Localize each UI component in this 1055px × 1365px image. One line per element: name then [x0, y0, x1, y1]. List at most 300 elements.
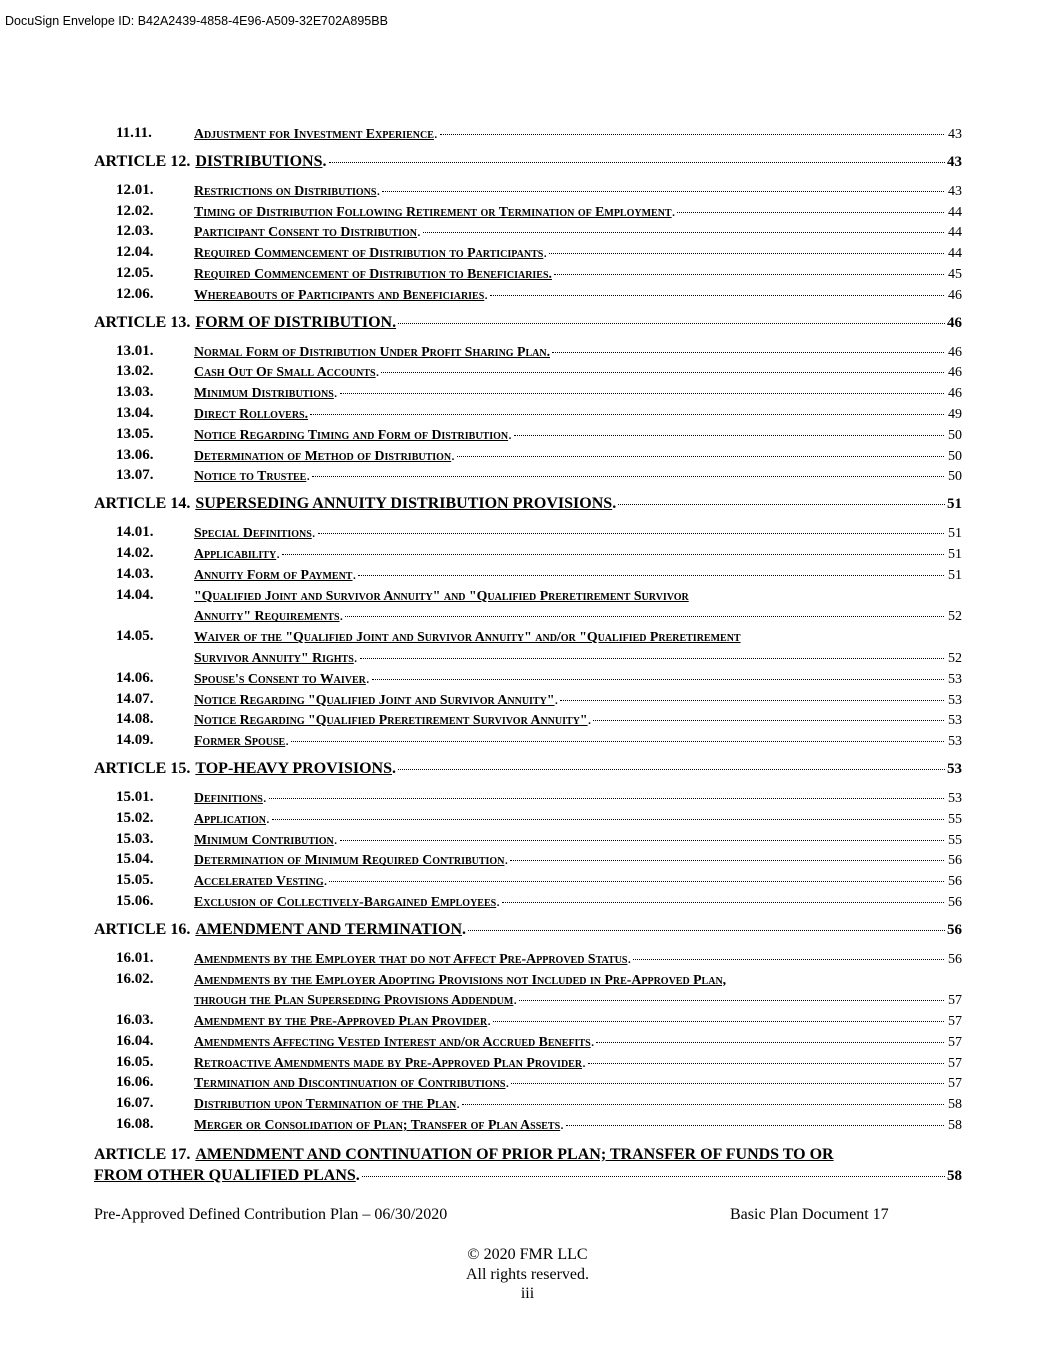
section-number: 16.04.: [116, 1032, 154, 1049]
section-title-link[interactable]: Definitions: [194, 789, 263, 805]
toc-entry-body: [194, 544, 962, 565]
toc-entry[interactable]: [94, 1115, 962, 1136]
toc-entry-body: [194, 523, 962, 544]
section-title-link[interactable]: Determination of Minimum Required Contribution: [194, 852, 505, 868]
title-suffix: .: [417, 224, 421, 241]
dot-leader: [554, 274, 944, 275]
dot-leader: [468, 930, 945, 931]
toc-entry[interactable]: [94, 669, 962, 690]
title-suffix: .: [352, 566, 357, 583]
toc-entry[interactable]: [94, 425, 962, 446]
section-title-link[interactable]: Minimum Distributions: [194, 385, 334, 401]
page-number: 53: [947, 760, 962, 777]
section-title-link[interactable]: Amendments by the Employer that do not Affect Pre-Approved Status: [194, 950, 628, 966]
toc-leader-line: [194, 124, 962, 145]
toc-entry[interactable]: [94, 202, 962, 223]
dot-leader: [398, 323, 945, 324]
toc-entry-title-wrap: [194, 523, 316, 544]
toc-entry-title-wrap: [194, 383, 338, 404]
dot-leader: [462, 1104, 944, 1105]
section-number: 13.05.: [116, 425, 154, 442]
section-number: 13.01.: [116, 342, 154, 359]
section-title-link[interactable]: Normal Form of Distribution Under Profit Sharing Plan.: [194, 343, 551, 359]
toc-entry[interactable]: [94, 809, 962, 830]
toc-entry-title-wrap: [194, 1032, 594, 1053]
section-title-link[interactable]: Restrictions on Distributions: [194, 182, 377, 198]
toc-leader-line: [194, 809, 962, 830]
toc-entry[interactable]: [94, 383, 962, 404]
toc-entry-line: [194, 586, 962, 607]
toc-entry-title-wrap: [194, 690, 558, 711]
toc-entry[interactable]: [94, 788, 962, 809]
footer-document-name: Basic Plan Document 17: [730, 1206, 889, 1223]
toc-entry-title-wrap: [194, 850, 508, 871]
section-title-line-2[interactable]: through the Plan Superseding Provisions Addendum: [194, 992, 514, 1008]
title-suffix: .: [262, 789, 267, 806]
section-title-link[interactable]: Termination and Discontinuation of Contributions: [194, 1075, 506, 1091]
toc-entry-body: [194, 124, 962, 145]
section-title-link[interactable]: Notice Regarding "Qualified Preretirement Survivor Annuity": [194, 712, 588, 728]
toc-entry[interactable]: [94, 404, 962, 425]
dot-leader: [502, 902, 944, 903]
toc-entry[interactable]: [94, 970, 962, 1012]
toc-entry-body: [194, 362, 962, 383]
toc-entry-body: [194, 243, 962, 264]
dot-leader: [457, 456, 944, 457]
section-title-line-1[interactable]: Amendments by the Employer Adopting Provisions not Included in Pre-Approved Plan,: [194, 971, 727, 987]
page-number: 56: [948, 874, 962, 890]
docusign-envelope-id: DocuSign Envelope ID: B42A2439-4858-4E96-A509-32E702A895BB: [5, 14, 388, 28]
article-heading-line-1: [94, 1144, 962, 1165]
page-number: 46: [948, 365, 962, 381]
article-heading[interactable]: [94, 494, 962, 514]
section-title-link[interactable]: Special Definitions: [194, 525, 312, 541]
title-suffix: .: [513, 992, 518, 1009]
title-suffix: .: [508, 426, 512, 443]
toc-entry-title-wrap: [194, 181, 380, 202]
article-heading[interactable]: [94, 1144, 962, 1187]
toc-entry-title-wrap: [194, 1115, 564, 1136]
toc-entry-body: [194, 788, 962, 809]
toc-entry-title-wrap: [194, 871, 327, 892]
section-title-link[interactable]: Participant Consent to Distribution: [194, 224, 418, 240]
section-number: 14.05.: [116, 628, 154, 645]
section-number: 15.03.: [116, 830, 154, 847]
toc-leader-line: [194, 222, 962, 243]
toc-entry[interactable]: [94, 523, 962, 544]
toc-entry[interactable]: [94, 586, 962, 628]
section-number: 12.04.: [116, 244, 154, 261]
toc-leader-line: [194, 1115, 962, 1136]
toc-entry-body: [194, 1032, 962, 1053]
section-title-link[interactable]: Required Commencement of Distribution to Beneficiaries.: [194, 265, 552, 281]
section-title-link[interactable]: Applicability: [194, 545, 277, 561]
copyright-line: © 2020 FMR LLC: [467, 1246, 588, 1263]
section-number: 16.03.: [116, 1012, 154, 1029]
title-suffix: .: [323, 873, 328, 890]
section-title-link[interactable]: Former Spouse: [194, 733, 286, 749]
toc-entry-body: [194, 586, 962, 628]
dot-leader: [423, 232, 944, 233]
page-number: 51: [948, 546, 962, 562]
page-number: 50: [948, 448, 962, 464]
toc-entry-body: [194, 264, 962, 285]
toc-leader-line: [194, 285, 962, 306]
title-suffix: .: [496, 893, 500, 910]
article-label: ARTICLE 16.: [94, 920, 191, 938]
section-title-link[interactable]: Distribution upon Termination of the Plan: [194, 1096, 457, 1112]
toc-entry[interactable]: [94, 264, 962, 285]
title-suffix: .: [456, 1096, 460, 1113]
page-number: 45: [948, 266, 962, 282]
toc-entry-body: [194, 425, 962, 446]
toc-entry[interactable]: [94, 446, 962, 467]
article-heading[interactable]: [94, 759, 962, 779]
section-title-link[interactable]: Cash Out Of Small Accounts: [194, 364, 376, 380]
section-number: 14.03.: [116, 565, 154, 582]
dot-leader: [618, 504, 945, 505]
toc-leader-line: [194, 690, 962, 711]
toc-entry-title-wrap: [194, 425, 512, 446]
page-number: 57: [948, 1014, 962, 1030]
section-title-line-1[interactable]: Waiver of the "Qualified Joint and Survivor Annuity" and/or "Qualified Preretirement: [194, 629, 741, 645]
page-number-roman: iii: [520, 1285, 535, 1302]
toc-leader-line: [194, 788, 962, 809]
toc-entry[interactable]: [94, 466, 962, 487]
section-title-link[interactable]: Spouse's Consent to Waiver: [194, 670, 366, 686]
toc-entry[interactable]: [94, 544, 962, 565]
toc-entry[interactable]: [94, 1053, 962, 1074]
toc-leader-line: [194, 565, 962, 586]
article-title-wrap: [190, 759, 396, 779]
toc-entry-title-wrap: [194, 892, 500, 913]
title-suffix: .: [505, 1075, 510, 1092]
dot-leader: [398, 769, 945, 770]
dot-leader: [596, 1042, 944, 1043]
page-number: 50: [948, 427, 962, 443]
toc-entry-body: [194, 892, 962, 913]
toc-entry-title-wrap: [194, 669, 370, 690]
page-number: 57: [948, 993, 962, 1009]
title-suffix: .: [487, 1013, 491, 1030]
title-suffix: .: [462, 920, 467, 938]
toc-entry[interactable]: [94, 949, 962, 970]
toc-entry-body: [194, 202, 962, 223]
dot-leader: [493, 1021, 944, 1022]
section-number: 14.09.: [116, 732, 154, 749]
toc-entry-line: [194, 970, 962, 991]
page-number: 43: [948, 183, 962, 199]
section-title-line-2[interactable]: Survivor Annuity" Rights: [194, 649, 354, 665]
toc-entry-title-wrap: [194, 124, 438, 145]
title-suffix: .: [365, 670, 370, 687]
dot-leader: [360, 658, 944, 659]
toc-entry-body: [194, 342, 962, 363]
toc-entry-title-wrap: [194, 222, 421, 243]
article-heading-line-2: [94, 1165, 962, 1187]
section-title-link[interactable]: Determination of Method of Distribution: [194, 447, 452, 463]
section-title-link[interactable]: Accelerated Vesting: [194, 873, 324, 889]
section-number: 13.03.: [116, 384, 154, 401]
toc-entry[interactable]: [94, 690, 962, 711]
title-suffix: .: [266, 810, 270, 827]
article-heading[interactable]: [94, 313, 962, 333]
toc-entry-title-wrap: [194, 1094, 460, 1115]
title-suffix: .: [276, 545, 280, 562]
toc-entry[interactable]: [94, 850, 962, 871]
toc-entry[interactable]: [94, 181, 962, 202]
page-number: 56: [948, 853, 962, 869]
toc-entry-title-wrap: [194, 446, 455, 467]
page-number: 57: [948, 1034, 962, 1050]
toc-leader-line: [194, 264, 962, 285]
title-suffix: .: [590, 1033, 595, 1050]
toc-entry-body: [194, 383, 962, 404]
section-title-link[interactable]: Timing of Distribution Following Retirement or Termination of Employment: [194, 203, 672, 219]
section-number: 16.05.: [116, 1053, 154, 1070]
section-title-line-2[interactable]: Annuity" Requirements: [194, 608, 340, 624]
toc-entry[interactable]: [94, 830, 962, 851]
title-suffix: .: [353, 649, 358, 666]
toc-entry[interactable]: [94, 871, 962, 892]
article-title-link[interactable]: FORM OF DISTRIBUTION.: [195, 313, 397, 331]
toc-leader-line: [194, 669, 962, 690]
section-number: 12.06.: [116, 285, 154, 302]
page-number: 51: [948, 526, 962, 542]
section-number: 13.04.: [116, 404, 154, 421]
dot-leader: [381, 372, 944, 373]
title-suffix: .: [671, 203, 676, 220]
section-number: 14.02.: [116, 544, 154, 561]
title-suffix: .: [433, 126, 438, 142]
section-title-link[interactable]: Direct Rollovers.: [194, 405, 309, 421]
toc-leader-line: [194, 404, 962, 425]
toc-leader-line: [194, 342, 962, 363]
toc-entry[interactable]: [94, 222, 962, 243]
toc-entry-body: [194, 710, 962, 731]
dot-leader: [269, 798, 944, 799]
dot-leader: [372, 679, 944, 680]
page-number: 56: [948, 894, 962, 910]
toc-entry-body: [194, 446, 962, 467]
toc-leader-line: [194, 892, 962, 913]
page-number: 44: [948, 225, 962, 241]
section-title-link[interactable]: Notice to Trustee: [194, 468, 307, 484]
title-suffix: .: [333, 831, 338, 848]
section-title-link[interactable]: Notice Regarding "Qualified Joint and Survivor Annuity": [194, 691, 555, 707]
section-title-link[interactable]: Whereabouts of Participants and Beneficiaries: [194, 286, 485, 302]
title-suffix: .: [375, 364, 380, 381]
section-title-link[interactable]: Required Commencement of Distribution to Participants: [194, 245, 544, 261]
toc-entry[interactable]: [94, 565, 962, 586]
toc-entry[interactable]: [94, 731, 962, 752]
toc-entry[interactable]: [94, 243, 962, 264]
page-number: 43: [948, 127, 962, 142]
toc-entry[interactable]: [94, 1073, 962, 1094]
article-label: ARTICLE 17.: [94, 1145, 191, 1163]
section-number: 15.05.: [116, 872, 154, 889]
toc-leader-line: [194, 202, 962, 223]
dot-leader: [490, 295, 944, 296]
section-number: 15.01.: [116, 788, 154, 805]
page-number: 51: [948, 567, 962, 583]
toc-entry-title-wrap: [194, 264, 552, 285]
page-number: 46: [947, 314, 962, 331]
toc-leader-line: [194, 446, 962, 467]
toc-leader-line: [194, 243, 962, 264]
section-title-link[interactable]: Exclusion of Collectively-Bargained Employees: [194, 893, 497, 909]
toc-entry[interactable]: [94, 285, 962, 306]
toc-entry-body: [194, 1115, 962, 1136]
toc-leader-line: [194, 871, 962, 892]
title-suffix: .: [311, 525, 316, 542]
page-number: 58: [948, 1118, 962, 1134]
title-suffix: .: [339, 608, 344, 625]
toc-entry[interactable]: [94, 124, 962, 145]
toc-leader-line: [194, 181, 962, 202]
title-suffix: .: [306, 468, 311, 485]
page-number: 49: [948, 406, 962, 422]
toc-entry[interactable]: [94, 1094, 962, 1115]
title-suffix: .: [322, 152, 327, 170]
toc-leader-line: [194, 1053, 962, 1074]
toc-leader-line: [194, 544, 962, 565]
section-number: 11.11.: [116, 125, 152, 141]
page-number: 57: [948, 1076, 962, 1092]
toc-entry-body: [194, 181, 962, 202]
dot-leader: [519, 1000, 944, 1001]
toc-entry[interactable]: [94, 1032, 962, 1053]
section-number: 13.07.: [116, 467, 154, 484]
article-heading[interactable]: [94, 920, 962, 940]
section-number: 15.06.: [116, 892, 154, 909]
dot-leader: [677, 212, 944, 213]
title-suffix: .: [504, 852, 509, 869]
toc-entry-body: [194, 285, 962, 306]
toc-entry[interactable]: [94, 710, 962, 731]
article-title-wrap: [190, 152, 326, 172]
section-title-link[interactable]: Minimum Contribution: [194, 831, 334, 847]
toc-entry-body: [194, 809, 962, 830]
section-title-link[interactable]: Annuity Form of Payment: [194, 566, 353, 582]
toc-leader-line: [194, 731, 962, 752]
dot-leader: [358, 575, 944, 576]
toc-entry-body: [194, 850, 962, 871]
toc-entry[interactable]: [94, 362, 962, 383]
section-number: 16.02.: [116, 970, 154, 987]
section-title-link[interactable]: Application: [194, 810, 267, 826]
dot-leader: [362, 1176, 945, 1177]
toc-entry-body: [194, 466, 962, 487]
toc-entry-body: [194, 949, 962, 970]
section-number: 12.03.: [116, 223, 154, 240]
page-number: 55: [948, 811, 962, 827]
section-number: 16.06.: [116, 1074, 154, 1091]
toc-leader-line: [194, 466, 962, 487]
section-number: 16.01.: [116, 949, 154, 966]
toc-leader-line: [194, 523, 962, 544]
rights-line: All rights reserved.: [465, 1265, 590, 1283]
dot-leader: [440, 134, 944, 135]
toc-entry-title-wrap: [194, 648, 358, 669]
title-suffix: .: [484, 286, 489, 303]
title-suffix: .: [451, 447, 455, 464]
article-label: ARTICLE 15.: [94, 759, 191, 777]
toc-entry-title-wrap: [194, 788, 267, 809]
title-suffix: .: [285, 733, 289, 750]
toc-leader-line: [194, 949, 962, 970]
toc-entry-body: [194, 565, 962, 586]
toc-leader-line: [194, 648, 962, 669]
dot-leader: [549, 253, 944, 254]
dot-leader: [340, 393, 944, 394]
toc-entry-body: [194, 731, 962, 752]
toc-entry-body: [194, 404, 962, 425]
section-number: 14.08.: [116, 711, 154, 728]
section-title-link[interactable]: Notice Regarding Timing and Form of Distribution: [194, 426, 509, 442]
toc-entry-body: [194, 690, 962, 711]
section-title-link[interactable]: Adjustment for Investment Experience: [194, 126, 434, 141]
title-suffix: .: [560, 1117, 564, 1134]
article-title-line-1[interactable]: AMENDMENT AND CONTINUATION OF PRIOR PLAN; TRANSFER OF FUNDS TO OR: [195, 1145, 834, 1163]
dot-leader: [552, 352, 944, 353]
title-suffix: .: [582, 1054, 586, 1071]
dot-leader: [272, 819, 944, 820]
dot-leader: [310, 414, 944, 415]
article-title-link[interactable]: TOP-HEAVY PROVISIONS: [195, 759, 392, 777]
section-title-link[interactable]: Merger or Consolidation of Plan; Transfer of Plan Assets: [194, 1117, 561, 1133]
toc-entry-body: [194, 871, 962, 892]
page-number: 55: [948, 832, 962, 848]
toc-entry-title-wrap: [194, 830, 338, 851]
article-label: ARTICLE 13.: [94, 313, 191, 331]
article-title-wrap: [190, 494, 616, 514]
toc-leader-line: [194, 830, 962, 851]
section-title-link[interactable]: Retroactive Amendments made by Pre-Approved Plan Provider: [194, 1054, 583, 1070]
section-title-line-1[interactable]: "Qualified Joint and Survivor Annuity" and "Qualified Preretirement Survivor: [194, 587, 689, 603]
toc-entry[interactable]: [94, 1011, 962, 1032]
toc-entry-body: [194, 669, 962, 690]
toc-entry[interactable]: [94, 342, 962, 363]
section-number: 13.02.: [116, 363, 154, 380]
page-number: 52: [948, 609, 962, 625]
toc-entry-body: [194, 222, 962, 243]
section-number: 16.08.: [116, 1116, 154, 1133]
title-suffix: .: [355, 1166, 360, 1184]
dot-leader: [560, 700, 944, 701]
article-title-line-2[interactable]: FROM OTHER QUALIFIED PLANS: [94, 1166, 356, 1184]
section-title-link[interactable]: Amendment by the Pre-Approved Plan Provider: [194, 1013, 488, 1029]
section-title-link[interactable]: Amendments Affecting Vested Interest and/or Accrued Benefits: [194, 1033, 591, 1049]
dot-leader: [633, 959, 944, 960]
title-suffix: .: [543, 245, 548, 262]
article-title-link[interactable]: DISTRIBUTIONS: [195, 152, 323, 170]
page-number: 53: [948, 734, 962, 750]
article-title-link[interactable]: AMENDMENT AND TERMINATION: [195, 920, 463, 938]
article-label: ARTICLE 12.: [94, 152, 191, 170]
title-suffix: .: [554, 691, 559, 708]
toc-entry[interactable]: [94, 892, 962, 913]
toc-leader-line: [194, 1073, 962, 1094]
article-heading[interactable]: [94, 152, 962, 172]
toc-entry-body: [194, 970, 962, 1012]
article-title-wrap: [190, 920, 466, 940]
section-number: 14.04.: [116, 586, 154, 603]
page-number: 43: [947, 153, 962, 170]
dot-leader: [510, 860, 944, 861]
article-title-link[interactable]: SUPERSEDING ANNUITY DISTRIBUTION PROVISIONS: [195, 495, 613, 513]
toc-entry[interactable]: [94, 627, 962, 669]
